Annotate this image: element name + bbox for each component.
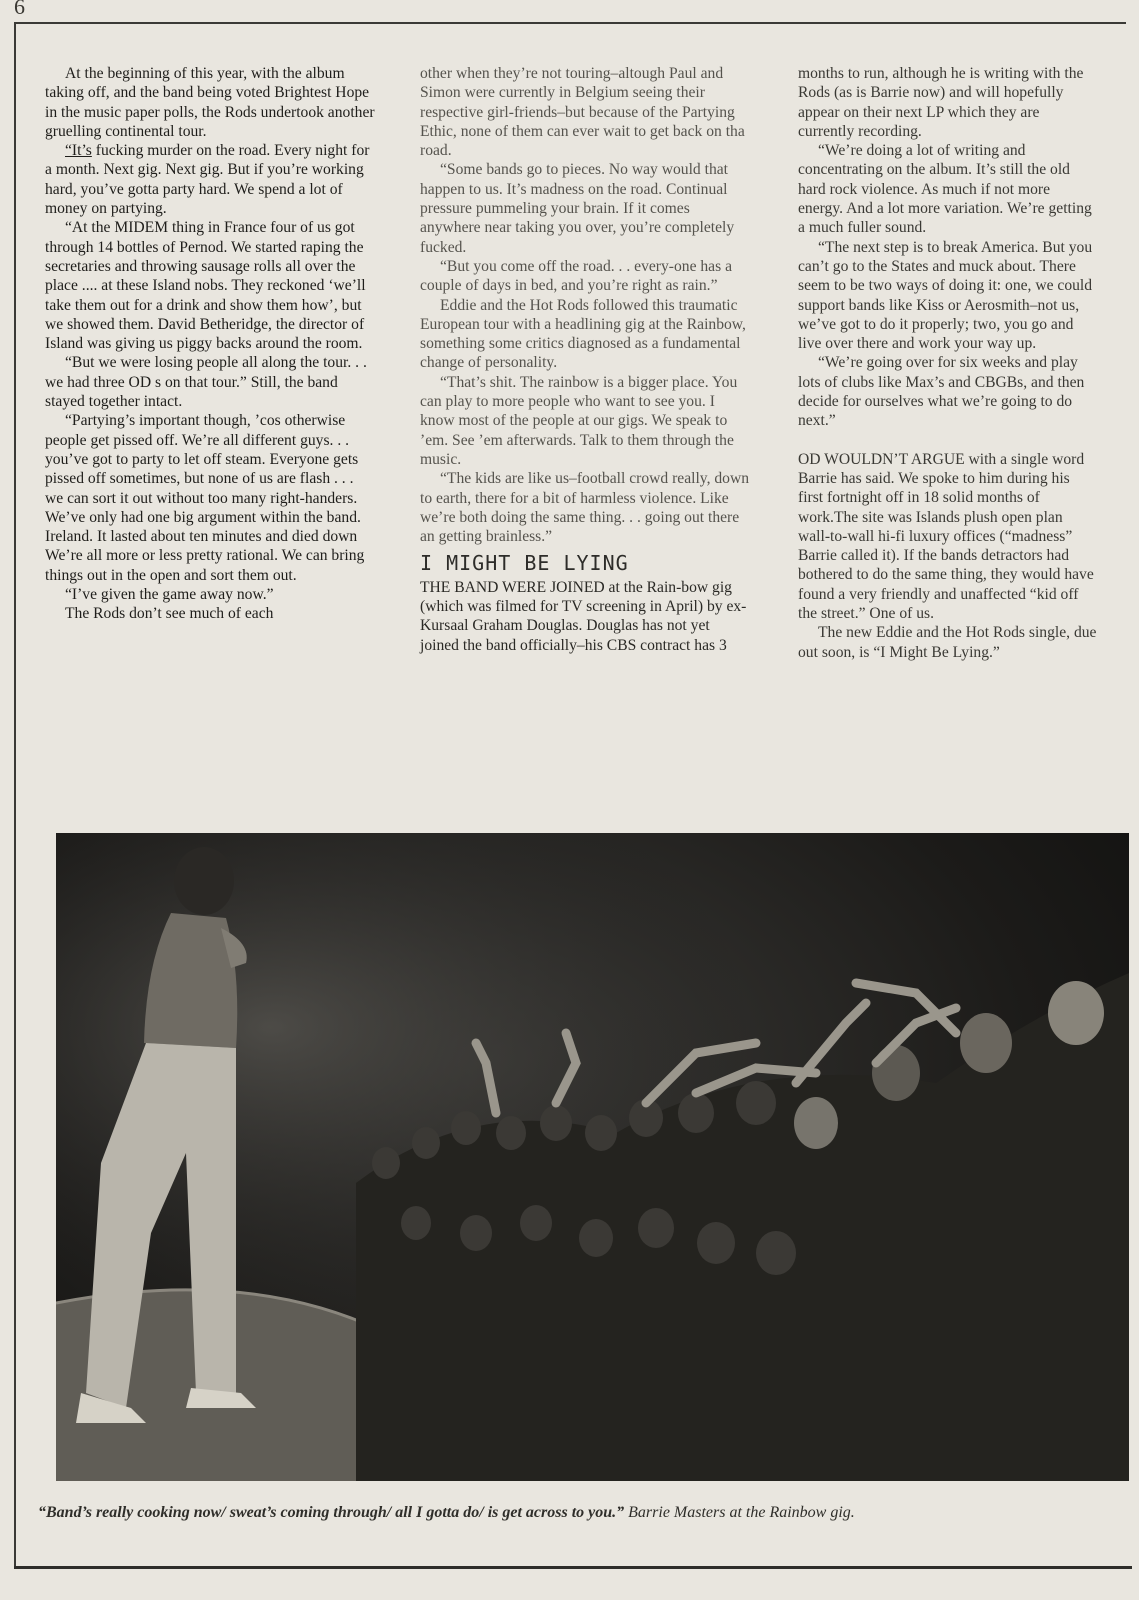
paragraph: “Some bands go to pieces. No way would that happen to us. It’s madness on the road. Continual pressure pummeling your brain. If it comes anywhere near taking you over, you’re completely fucked.: [420, 161, 735, 256]
page-number: 6: [14, 0, 25, 19]
paragraph: THE BAND WERE JOINED at the Rain-bow gig (which was filmed for TV screening in April) by ex-Kursaal Graham Douglas. Douglas has not yet joined the band officially–his CBS contract has 3: [420, 578, 747, 654]
underlined-word: “It’s: [65, 142, 92, 160]
paragraph: months to run, although he is writing with the Rods (as is Barrie now) and will hopefully appear on their next LP which they are currently recording.: [798, 65, 1084, 140]
article-column-3: [798, 64, 1098, 662]
paragraph: “But we were losing people all along the tour. . . we had three OD s on that tour.” Still, the band stayed together intact.: [45, 354, 367, 411]
caption-quote: “Band’s really cooking now/ sweat’s coming through/ all I gotta do/ is get across to you.”: [38, 1504, 625, 1521]
concert-photo: [56, 833, 1129, 1481]
page-border-left: [14, 22, 16, 1568]
page-border-top: [14, 22, 1126, 24]
paragraph: “The next step is to break America. But you can’t go to the States and muck about. There seem to be two ways of doing it: one, we could support bands like Kiss or Aerosmith–not us, we’ve got to do it properly; two, you go and live over there and work your way up.: [798, 238, 1093, 353]
concert-photo-illustration: [56, 833, 1129, 1481]
paragraph: [45, 141, 375, 218]
paragraph: “We’re going over for six weeks and play lots of clubs like Max’s and CBGBs, and then decide for ourselves what we’re going to do next.”: [798, 354, 1085, 430]
paragraph: The Rods don’t see much of each: [65, 605, 274, 623]
page-border-bottom: [14, 1566, 1132, 1569]
article-column-1: [45, 64, 375, 624]
paragraph: other when they’re not touring–altough Paul and Simon were currently in Belgium seeing their respective girl-friends–but because of the Partying Ethic, none of them can ever wait to get back on tha road.: [420, 65, 745, 160]
paragraph: “We’re doing a lot of writing and concentrating on the album. It’s still the old hard rock violence. As much if not more energy. And a lot more variation. We’re getting a much fuller sound.: [798, 142, 1092, 237]
paragraph: At the beginning of this year, with the album taking off, and the band being voted Brightest Hope in the music paper polls, the Rods undertook another gruelling continental tour.: [45, 65, 375, 140]
paragraph: Eddie and the Hot Rods followed this traumatic European tour with a headlining gig at the Rainbow, something some critics diagnosed as a fundamental change of personality.: [420, 296, 746, 372]
paragraph-text: fucking murder on the road. Every night for a month. Next gig. Next gig. But if you’re working hard, you’ve gotta party hard. We spend a lot of money on partying.: [45, 142, 370, 218]
paragraph: “But you come off the road. . . every-one has a couple of days in bed, and you’re right as rain.”: [420, 257, 732, 295]
paragraph: “Partying’s important though, ’cos otherwise people get pissed off. We’re all different guys. . . you’ve got to party to let off steam. Everyone gets pissed off sometimes, but none of us are flash . . . we can sort it out without too many right-handers. We’ve only had one big argument within the band. Ireland. It lasted about ten minutes and died down We’re all more or less pretty rational. We can bring things out in the open and sort them out.: [45, 412, 365, 584]
paragraph: “I’ve given the game away now.”: [65, 586, 274, 604]
paragraph: OD WOULDN’T ARGUE with a single word Barrie has said. We spoke to him during his first fortnight off in 18 solid months of work.The site was Islands plush open plan wall-to-wall hi-fi luxury offices (“madness” Barrie called it). If the bands detractors had bothered to do the same thing, they would have found a very friendly and unaffected “kid off the street.” One of us.: [798, 450, 1094, 623]
section-subhead: I MIGHT BE LYING: [420, 551, 629, 576]
caption-credit: Barrie Masters at the Rainbow gig.: [624, 1504, 855, 1521]
paragraph: “The kids are like us–football crowd really, down to earth, there for a bit of harmless violence. Like we’re both doing the same thing. . . going out there an getting brainless.”: [420, 470, 750, 546]
photo-caption: [38, 1504, 1118, 1522]
article-column-2: [420, 64, 750, 655]
paragraph: The new Eddie and the Hot Rods single, due out soon, is “I Might Be Lying.”: [798, 624, 1097, 661]
paragraph: “That’s shit. The rainbow is a bigger place. You can play to more people who want to see you. I know most of the people at our gigs. We speak to ’em. See ’em afterwards. Talk to them through the music.: [420, 373, 738, 468]
paragraph-gap: [798, 431, 1098, 450]
paragraph: “At the MIDEM thing in France four of us got through 14 bottles of Pernod. We started raping the secretaries and throwing sausage rolls all over the place .... at these Island nobs. They reckoned ‘we’ll take them out for a drink and show them how’, but we showed them. David Betheridge, the director of Island was giving us piggy backs around the room.: [45, 219, 366, 353]
